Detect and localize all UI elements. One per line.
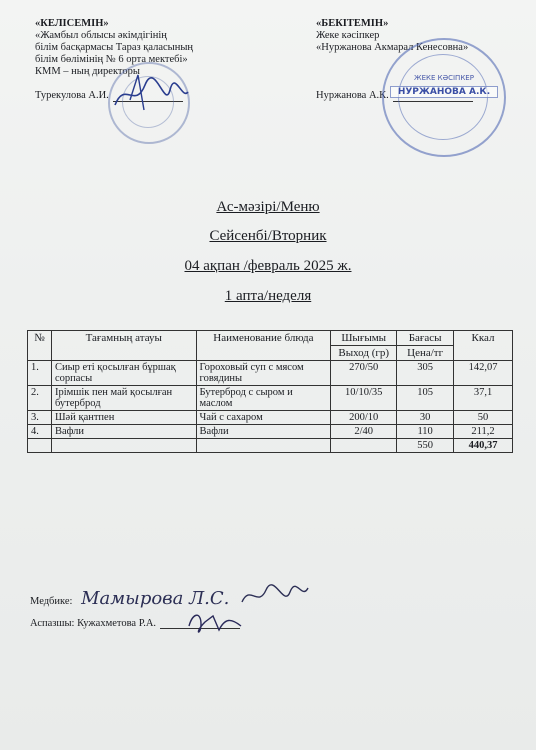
total-price: 550 — [397, 439, 454, 453]
cell-out: 200/10 — [331, 411, 397, 425]
cook-label: Аспазшы: Кужахметова Р.А. — [30, 618, 157, 629]
col-header-out: Шығымы — [331, 331, 397, 346]
approval-line: КММ – ның директоры — [35, 66, 140, 77]
cell-kcal: 142,07 — [454, 361, 513, 386]
approval-line: білім басқармасы Тараз қаласының — [35, 42, 194, 53]
cell-price: 305 — [397, 361, 454, 386]
cell-out: 270/50 — [331, 361, 397, 386]
menu-date: 04 ақпан /февраль 2025 ж. — [184, 258, 352, 274]
table-row — [28, 361, 513, 386]
cell-ru: Бутерброд с сыром и маслом — [196, 386, 331, 411]
col-header-kz: Тағамның атауы — [51, 331, 196, 361]
approval-heading: «КЕЛІСЕМІН» — [35, 18, 109, 29]
table-row — [28, 386, 513, 411]
cell-kz: Шәй қантпен — [51, 411, 196, 425]
col-header-out2: Выход (гр) — [331, 346, 397, 361]
signer-name: Нуржанова А.К. — [316, 90, 389, 101]
cell-kz: Вафли — [51, 425, 196, 439]
total-kcal: 440,37 — [454, 439, 513, 453]
col-header-price2: Цена/тг — [397, 346, 454, 361]
cell-ru: Гороховый суп с мясом говядины — [196, 361, 331, 386]
nurse-signature-scribble — [240, 582, 310, 610]
table-row — [28, 411, 513, 425]
table-total-row — [28, 439, 513, 453]
menu-day: Сейсенбі/Вторник — [209, 228, 327, 244]
approval-heading: «БЕКІТЕМІН» — [316, 18, 389, 29]
director-signature — [110, 70, 190, 120]
cell-kz: Сиыр еті қосылған бұршақ сорпасы — [51, 361, 196, 386]
nurse-line — [30, 588, 229, 609]
signer-name: Турекулова А.И. — [35, 90, 109, 101]
stamp-text: НУРЖАНОВА А.К. — [390, 86, 498, 98]
cell-kz: Ірімшік пен май қосылған бутерброд — [51, 386, 196, 411]
cell-out: 10/10/35 — [331, 386, 397, 411]
menu-week: 1 апта/неделя — [224, 288, 312, 304]
cell-no: 3. — [28, 411, 52, 425]
cell-ru: Вафли — [196, 425, 331, 439]
cell-kcal: 37,1 — [454, 386, 513, 411]
col-header-kcal: Ккал — [454, 331, 513, 361]
cell-out: 2/40 — [331, 425, 397, 439]
table-row — [28, 425, 513, 439]
cell-price: 105 — [397, 386, 454, 411]
menu-table — [27, 330, 513, 453]
cook-signature-scribble — [185, 608, 245, 636]
nurse-signature: Мамырова Л.С. — [81, 588, 230, 609]
cell-no: 4. — [28, 425, 52, 439]
table-header-row — [28, 331, 513, 346]
cell-price: 110 — [397, 425, 454, 439]
menu-title: Ас-мәзірі/Меню — [216, 199, 320, 215]
approval-line: Жеке кәсіпкер — [316, 30, 380, 41]
stamp-sub: ЖЕКЕ КӘСІПКЕР — [414, 74, 474, 82]
col-header-price: Бағасы — [397, 331, 454, 346]
col-header-no: № — [28, 331, 52, 361]
col-header-ru: Наименование блюда — [196, 331, 331, 361]
cell-kcal: 211,2 — [454, 425, 513, 439]
approval-line: «Нуржанова Акмарал Кенесовна» — [316, 42, 469, 53]
cell-price: 30 — [397, 411, 454, 425]
approval-line: білім бөлімінің № 6 орта мектебі» — [35, 54, 188, 65]
cell-no: 2. — [28, 386, 52, 411]
cell-no: 1. — [28, 361, 52, 386]
nurse-label: Медбике: — [30, 596, 73, 607]
cell-kcal: 50 — [454, 411, 513, 425]
approval-line: «Жамбыл облысы әкімдігінің — [35, 30, 167, 41]
entrepreneur-stamp — [382, 38, 506, 157]
cell-ru: Чай с сахаром — [196, 411, 331, 425]
